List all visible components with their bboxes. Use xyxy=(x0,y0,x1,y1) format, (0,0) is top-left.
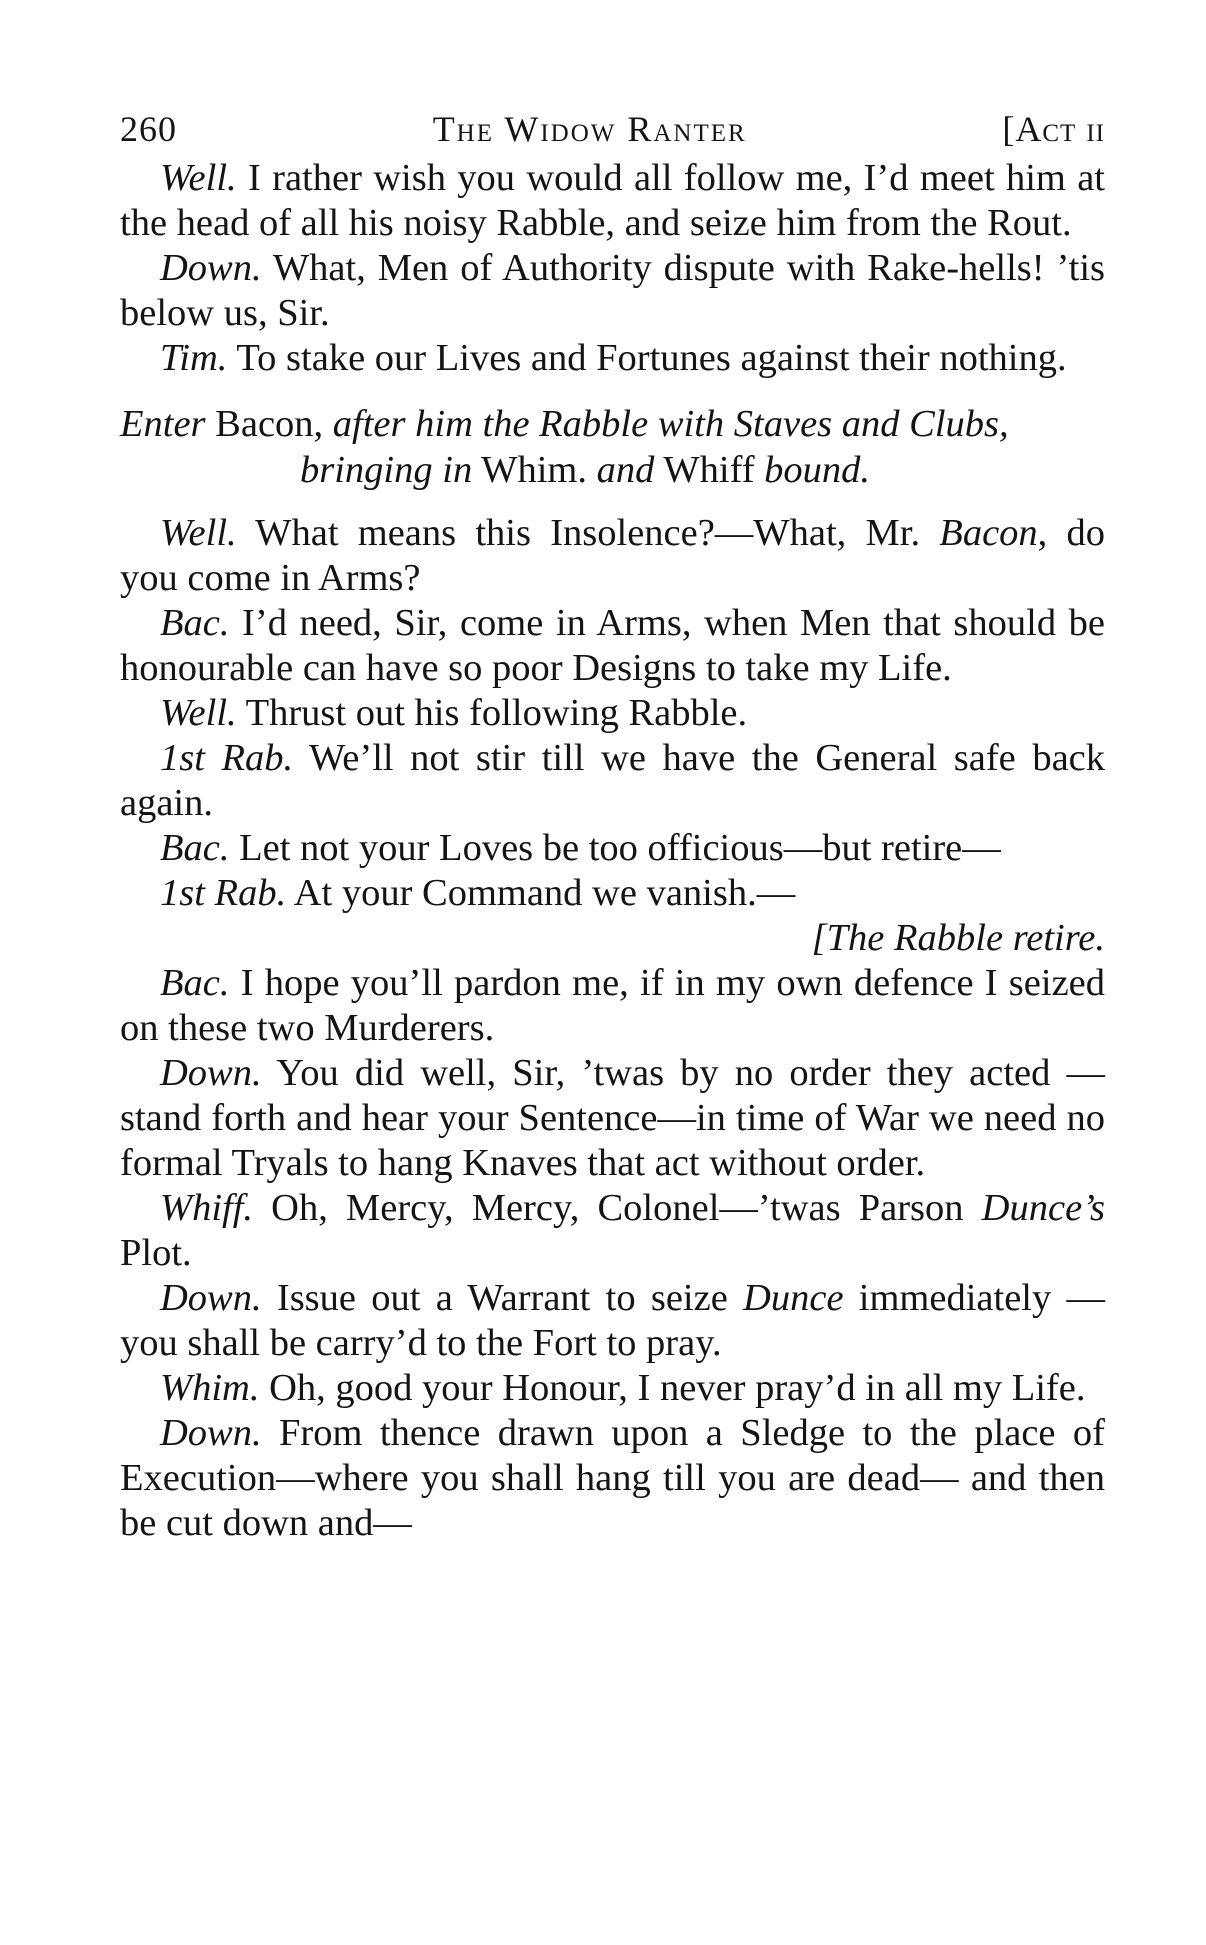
speech-line xyxy=(120,826,1105,871)
speaker-name: Down. xyxy=(160,247,262,289)
page-number: 260 xyxy=(120,109,177,149)
stage-enter-word: Enter xyxy=(120,403,206,445)
speech-line xyxy=(120,1186,1105,1276)
speaker-name: Well. xyxy=(160,157,237,199)
speech-line xyxy=(120,736,1105,826)
speaker-name: Whiff. xyxy=(160,1187,254,1229)
speech-line xyxy=(120,246,1105,336)
stage-bringing: bringing in xyxy=(300,449,473,491)
speech-text: We’ll not stir till we have the General safe back again. xyxy=(120,737,1106,824)
stage-whiff: Whiff xyxy=(654,449,765,491)
speech-text: What means this Insolence?—What, Mr. xyxy=(236,512,940,554)
stage-and: and xyxy=(596,449,655,491)
speech-text: From thence drawn upon a Sledge to the place of Execution—where you shall hang till you are dead— and then be cut down and— xyxy=(120,1412,1105,1544)
speaker-name: Tim. xyxy=(160,337,228,379)
speech-text: Let not your Loves be too officious—but retire— xyxy=(229,827,1001,869)
speech-text-rest: immediately —you shall be carry’d to the Fort to pray. xyxy=(120,1277,1105,1364)
speech-text: I’d need, Sir, come in Arms, when Men that should be honourable can have so poor Designs to take my Life. xyxy=(120,602,1105,689)
speaker-name: Down. xyxy=(160,1052,262,1094)
speech-italic: Dunce’s xyxy=(981,1187,1105,1229)
speech-line xyxy=(120,961,1105,1051)
speech-line xyxy=(120,511,1105,601)
speech-italic: Dunce xyxy=(743,1277,844,1319)
running-header xyxy=(120,108,1105,150)
speaker-name: Bac. xyxy=(160,962,230,1004)
speaker-name: 1st Rab. xyxy=(160,872,287,914)
speech-text: Thrust out his following Rabble. xyxy=(236,692,748,734)
speech-line xyxy=(120,871,1105,916)
stage-direction-exit: [The Rabble retire. xyxy=(811,917,1105,959)
speech-line xyxy=(120,156,1105,246)
stage-bacon: Bacon, xyxy=(205,403,333,445)
speech-text-rest: , do you come in Arms? xyxy=(120,512,1105,599)
speech-line xyxy=(120,1411,1105,1546)
stage-bound: bound. xyxy=(764,449,871,491)
speech-text-rest: Plot. xyxy=(120,1232,192,1274)
speech-line xyxy=(120,1366,1105,1411)
speaker-name: Well. xyxy=(160,692,237,734)
running-title: The Widow Ranter xyxy=(432,109,747,149)
speech-line xyxy=(120,1051,1105,1186)
speech-line xyxy=(120,336,1105,381)
speaker-name: Whim. xyxy=(160,1367,260,1409)
speaker-name: Down. xyxy=(160,1412,262,1454)
book-page xyxy=(120,108,1105,1546)
speaker-name: Down. xyxy=(160,1277,262,1319)
speaker-name: Bac. xyxy=(160,602,230,644)
speech-text: You did well, Sir, ’twas by no order they acted —stand forth and hear your Sentence—in time of War we need no formal Tryals to hang Knaves that act without order. xyxy=(120,1052,1105,1184)
speech-text: At your Command we vanish.— xyxy=(286,872,796,914)
stage-after: after him the Rabble with Staves and Clubs, xyxy=(332,403,1009,445)
speech-line xyxy=(120,1276,1105,1366)
stage-direction-enter xyxy=(120,401,1105,493)
speech-text: I hope you’ll pardon me, if in my own defence I seized on these two Murderers. xyxy=(120,962,1105,1049)
speech-text: Oh, Mercy, Mercy, Colonel—’twas Parson xyxy=(253,1187,982,1229)
act-marker: [Act ii xyxy=(1002,109,1105,149)
stage-whim: Whim. xyxy=(472,449,597,491)
speech-text: Issue out a Warrant to seize xyxy=(261,1277,744,1319)
speech-text: I rather wish you would all follow me, I’d meet him at the head of all his noisy Rabble, and seize him from the Rout. xyxy=(120,157,1105,244)
speaker-name: Bac. xyxy=(160,827,230,869)
speech-italic: Bacon xyxy=(939,512,1038,554)
stage-direction-line2 xyxy=(120,447,1105,493)
speech-line xyxy=(120,691,1105,736)
speaker-name: 1st Rab. xyxy=(160,737,294,779)
speech-text: To stake our Lives and Fortunes against their nothing. xyxy=(227,337,1067,379)
speech-text: Oh, good your Honour, I never pray’d in all my Life. xyxy=(259,1367,1086,1409)
speech-text: What, Men of Authority dispute with Rake-hells! ’tis below us, Sir. xyxy=(120,247,1105,334)
speech-line xyxy=(120,601,1105,691)
speaker-name: Well. xyxy=(160,512,237,554)
